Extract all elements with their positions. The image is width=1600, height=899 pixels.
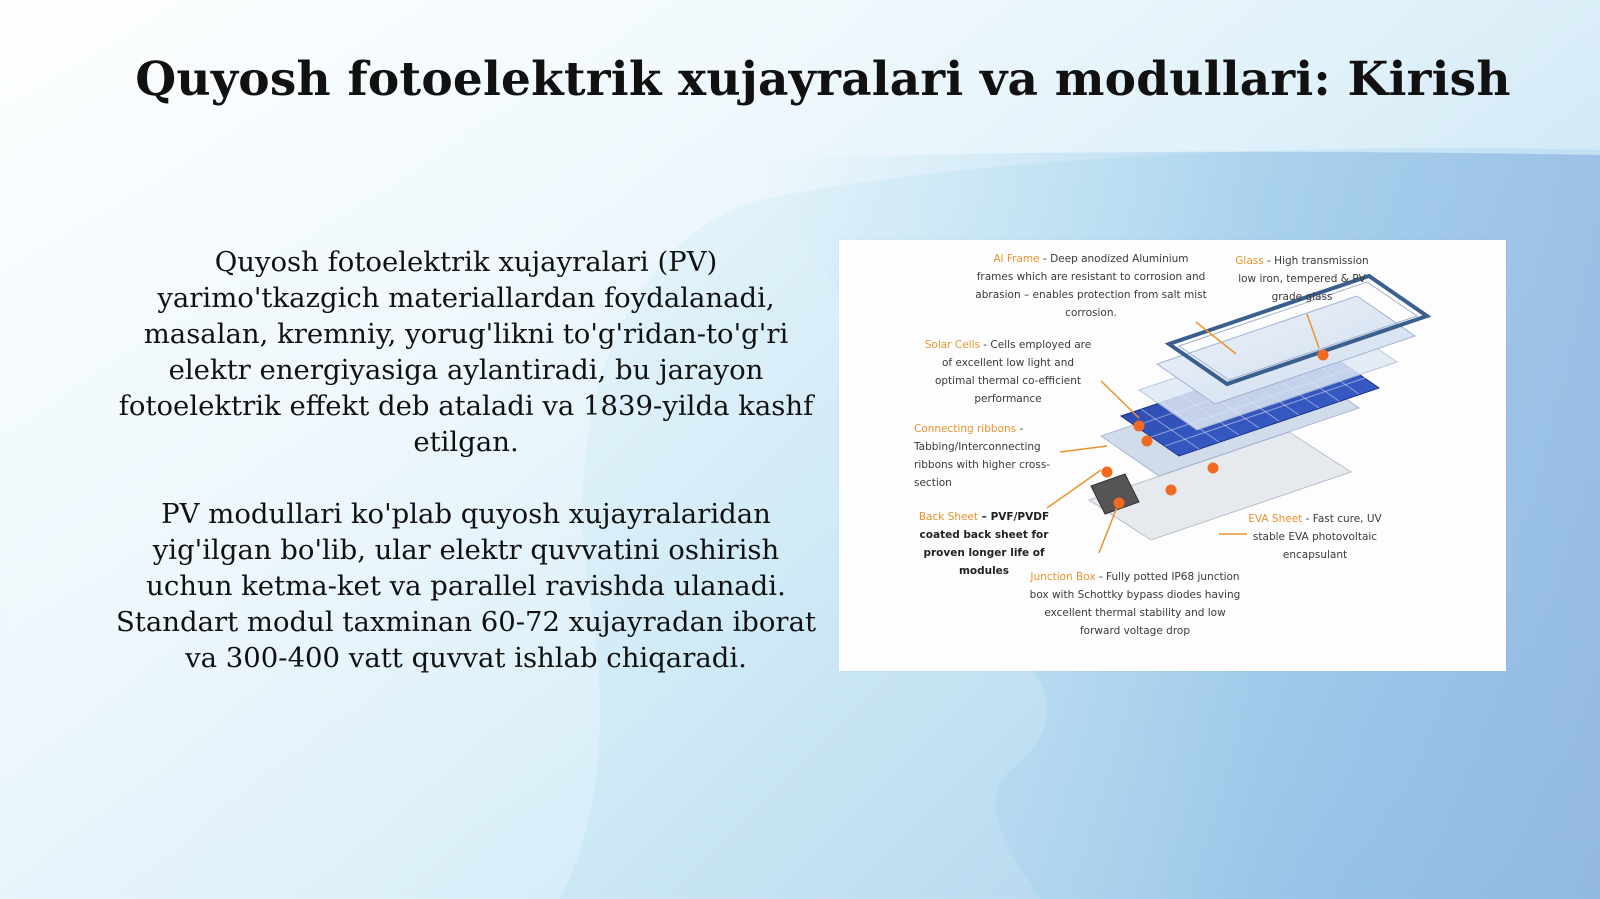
label-junction-box [1029,568,1241,640]
junction-box-marker [1114,498,1125,509]
label-solar-cells [923,336,1093,408]
label-back-sheet-text: – PVF/PVDF coated back sheet for proven longer life of modules [919,511,1050,577]
solar-cells-marker-2 [1142,436,1153,447]
label-junction-box-text: - Fully potted IP68 junction box with Schottky bypass diodes having excellent thermal stability and low forward voltage drop [1029,571,1241,637]
label-al-frame-text: - Deep anodized Aluminium frames which are resistant to corrosion and abrasion – enables protection from salt mist corrosion. [975,253,1207,319]
label-solar-cells-key: Solar Cells [924,339,980,351]
ribbon-marker [1102,467,1113,478]
label-al-frame [975,250,1207,322]
solar-cells-marker [1134,421,1145,432]
back-sheet-marker [1166,485,1177,496]
label-solar-cells-text: - Cells employed are of excellent low light and optimal thermal co-efficient performance [934,339,1092,405]
eva-marker [1208,463,1219,474]
label-glass [1232,252,1372,306]
label-glass-key: Glass [1235,255,1264,267]
label-connecting-ribbons-text: - Tabbing/Interconnecting ribbons with higher cross-section [914,423,1051,489]
pv-module-diagram [839,240,1506,671]
glass-marker [1318,350,1329,361]
paragraph-pv-modules: PV modullari ko'plab quyosh xujayralaridan yig'ilgan bo'lib, ular elektr quvvatini oshirish uchun ketma-ket va parallel ravishda ulanadi. Standart modul taxminan 60-72 xujayradan iborat va 300-400 vatt quvvat ishlab chiqaradi. [115,498,817,674]
paragraph-pv-cells: Quyosh fotoelektrik xujayralari (PV) yarimo'tkazgich materiallardan foydalanadi, masalan, kremniy, yorug'likni to'g'ridan-to'g'ri elektr energiyasiga aylantiradi, bu jarayon fotoelektrik effekt deb ataladi va 1839-yilda kashf etilgan. [118,246,814,458]
label-connecting-ribbons-key: Connecting ribbons [914,423,1017,435]
label-eva-sheet [1245,510,1385,564]
label-glass-text: - High transmission low iron, tempered & PV grade glass [1238,255,1369,303]
label-connecting-ribbons [914,420,1062,492]
label-eva-sheet-text: - Fast cure, UV stable EVA photovoltaic encapsulant [1252,513,1382,561]
label-junction-box-key: Junction Box [1030,571,1096,583]
slide-title: Quyosh fotoelektrik xujayralari va modullari: Kirish [135,52,1511,107]
label-back-sheet-key: Back Sheet [918,511,979,523]
body-text [106,244,826,676]
label-eva-sheet-key: EVA Sheet [1248,513,1303,525]
label-al-frame-key: Al Frame [993,253,1040,265]
